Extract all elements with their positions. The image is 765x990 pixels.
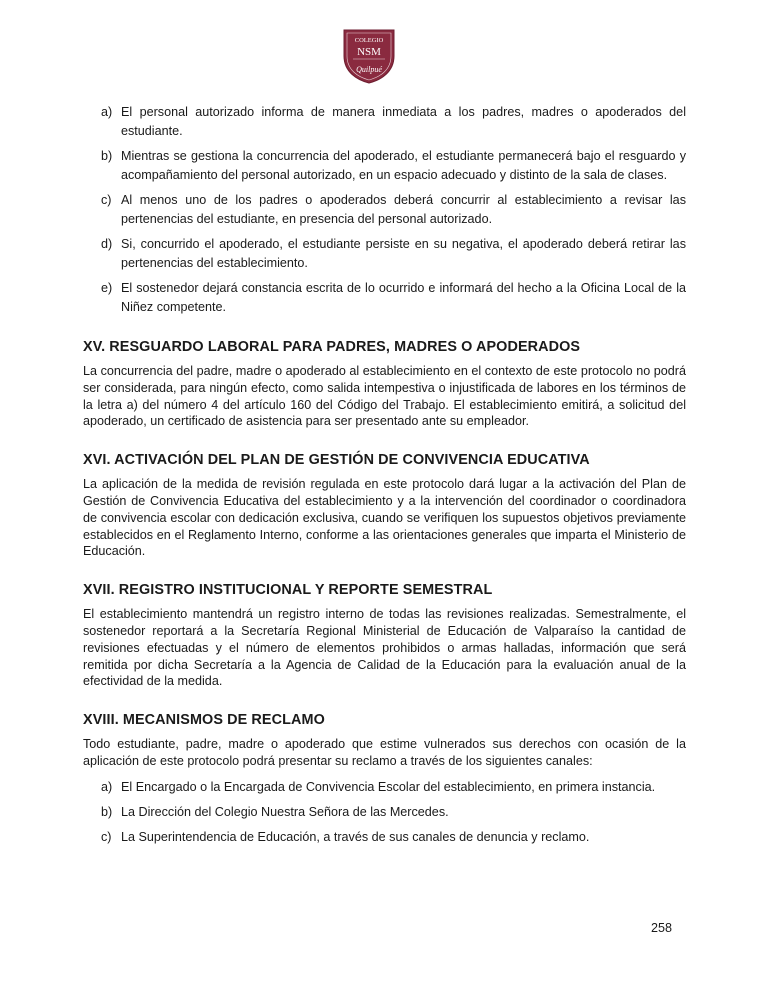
logo-text-colegio: COLEGIO — [354, 37, 384, 44]
section-body: El establecimiento mantendrá un registro interno de todas las revisiones realizadas. Semestralmente, el sostenedor reportará a la Secretaría Regional Ministerial de Educación de Valparaíso la cantidad de revisiones efectuadas y el número de elementos prohibidos o armas halladas, información que será remitida por dicha Secretaría a la Agencia de Calidad de la Educación para la evaluación anual de la efectividad de la medida. — [83, 607, 686, 689]
intro-list — [83, 103, 686, 317]
section-body: Todo estudiante, padre, madre o apoderado que estime vulnerados sus derechos con ocasión de la aplicación de este protocolo podrá presentar su reclamo a través de los siguientes canales: — [83, 737, 686, 768]
list-item — [83, 803, 686, 822]
page-content — [83, 103, 686, 853]
list-item — [83, 103, 686, 141]
list-item-text: Mientras se gestiona la concurrencia del apoderado, el estudiante permanecerá bajo el resguardo y acompañamiento del personal autorizado, en un espacio adecuado y distinto de la sala de clases. — [121, 149, 686, 182]
list-item — [83, 778, 686, 797]
list-item-text: El Encargado o la Encargada de Convivencia Escolar del establecimiento, en primera instancia. — [121, 779, 656, 794]
logo-text-nsm: NSM — [357, 46, 381, 58]
school-crest-logo — [341, 26, 397, 84]
list-item-text: La Superintendencia de Educación, a través de sus canales de denuncia y reclamo. — [121, 829, 590, 844]
section-heading: XVII. REGISTRO INSTITUCIONAL Y REPORTE SEMESTRAL — [83, 582, 493, 599]
section-activacion-plan — [83, 452, 686, 560]
list-marker: b) — [101, 804, 113, 819]
section-body: La concurrencia del padre, madre o apoderado al establecimiento en el contexto de este protocolo no podrá ser considerada, para ningún efecto, como salida intempestiva o injustificada de labores en los términos de la letra a) del número 4 del artículo 160 del Código del Trabajo. El establecimiento emitirá, a solicitud del apoderado, un certificado de asistencia para ser presentado ante su empleador. — [83, 364, 686, 429]
list-item-text: El personal autorizado informa de manera inmediata a los padres, madres o apoderados del estudiante. — [121, 105, 686, 138]
list-marker: d) — [101, 237, 113, 251]
section-heading: XVI. ACTIVACIÓN DEL PLAN DE GESTIÓN DE CONVIVENCIA EDUCATIVA — [83, 452, 590, 469]
list-marker: e) — [101, 281, 113, 295]
list-item-text: Al menos uno de los padres o apoderados deberá concurrir al establecimiento a revisar las pertenencias del estudiante, en presencia del personal autorizado. — [121, 193, 686, 226]
reclamo-list — [83, 778, 686, 847]
list-marker: c) — [101, 193, 112, 207]
list-item-text: El sostenedor dejará constancia escrita de lo ocurrido e informará del hecho a la Oficina Local de la Niñez competente. — [121, 281, 686, 314]
list-marker: c) — [101, 829, 112, 844]
section-body: La aplicación de la medida de revisión regulada en este protocolo dará lugar a la activación del Plan de Gestión de Convivencia Educativa del establecimiento y a la intervención del coordinador o coordinadora de convivencia escolar con dedicación exclusiva, cuando se verifiquen los supuestos objetivos previamente establecidos en el Reglamento Interno, conforme a las orientaciones generales que imparta el Ministerio de Educación. — [83, 477, 686, 559]
list-item — [83, 279, 686, 317]
list-item — [83, 147, 686, 185]
list-item-text: La Dirección del Colegio Nuestra Señora de las Mercedes. — [121, 804, 449, 819]
list-item — [83, 828, 686, 847]
list-item-text: Si, concurrido el apoderado, el estudiante persiste en su negativa, el apoderado deberá retirar las pertenencias del establecimiento. — [121, 237, 686, 270]
section-heading: XV. RESGUARDO LABORAL PARA PADRES, MADRES O APODERADOS — [83, 339, 581, 355]
list-item — [83, 235, 686, 273]
section-registro-institucional — [83, 582, 686, 690]
section-heading: XVIII. MECANISMOS DE RECLAMO — [83, 712, 325, 729]
logo-text-city: Quilpué — [356, 65, 382, 74]
section-mecanismos-reclamo — [83, 712, 686, 847]
page-number: 258 — [651, 921, 673, 935]
list-item — [83, 191, 686, 229]
list-marker: b) — [101, 149, 113, 163]
list-marker: a) — [101, 105, 113, 119]
list-marker: a) — [101, 779, 113, 794]
section-resguardo-laboral — [83, 339, 686, 430]
